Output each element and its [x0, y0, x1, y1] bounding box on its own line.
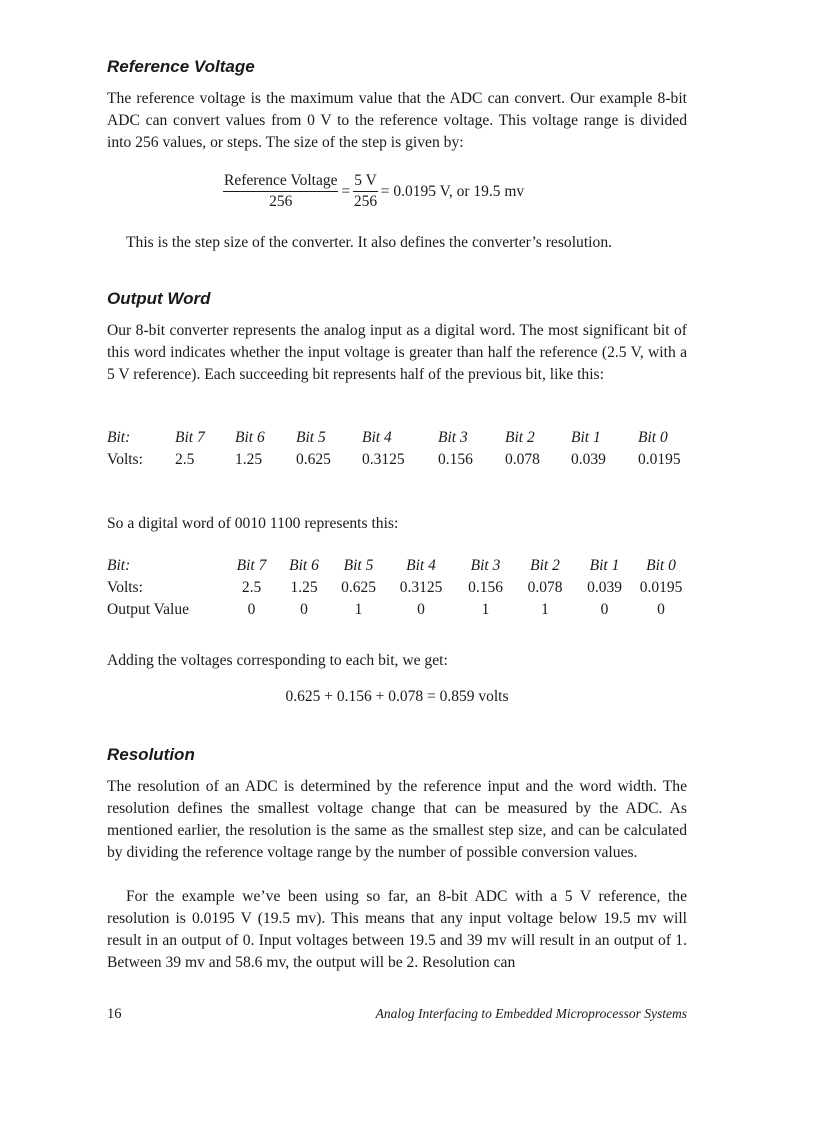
table-cell: 0.3125	[362, 451, 405, 468]
sum-equation: 0.625 + 0.156 + 0.078 = 0.859 volts	[285, 688, 509, 705]
table-row	[107, 449, 687, 471]
table-cell: 0	[247, 601, 256, 618]
table-cell: Bit 4	[362, 429, 392, 446]
table-cell: Bit 7	[236, 557, 267, 574]
page-number: 16	[107, 1006, 122, 1022]
paragraph-adding-voltages: Adding the voltages corresponding to each bit, we get:	[107, 652, 448, 669]
table-cell: 1	[481, 601, 490, 618]
table-row	[107, 599, 687, 621]
paragraph-digital-word: So a digital word of 0010 1100 represents this:	[107, 515, 399, 532]
table-cell: 1	[354, 601, 363, 618]
table-cell: 0	[600, 601, 609, 618]
table-row	[107, 555, 687, 577]
table-cell: Bit 2	[505, 429, 535, 446]
table-cell: Bit 0	[638, 429, 668, 446]
table-cell: Bit 4	[406, 557, 436, 574]
fraction-numerator: 5 V	[353, 171, 378, 192]
paragraph-step-size: This is the step size of the converter. It also defines the converter’s resolution.	[126, 234, 613, 251]
row-label: Volts:	[107, 451, 143, 468]
fraction-denominator: 256	[353, 193, 378, 210]
row-label: Output Value	[107, 601, 189, 618]
table-cell: Bit 3	[470, 557, 501, 574]
table-row	[107, 427, 687, 449]
paragraph-output-intro: Our 8-bit converter represents the analog input as a digital word. The most significant bit of this word indicates whether the input voltage is greater than half the reference (2.5 V, with a 5 V reference). Each succeeding bit represents half of the previous bit, like this:	[107, 322, 687, 383]
table-cell: Bit 6	[235, 429, 265, 446]
fraction-denominator: 256	[269, 193, 293, 210]
table-cell: 0.156	[438, 451, 473, 468]
table-cell: Bit 0	[646, 557, 676, 574]
heading-reference-voltage: Reference Voltage	[107, 57, 255, 76]
table-cell: Bit 6	[289, 557, 319, 574]
paragraph-resolution-example: For the example we’ve been using so far, an 8-bit ADC with a 5 V reference, the resolution is 0.0195 V (19.5 mv). This means that any input voltage below 19.5 mv will result in an output of 0. Input voltages between 19.5 and 39 mv will result in an output of 1. Between 39 mv and 58.6 mv, the output will be 2. Resolution can	[107, 888, 687, 971]
table-cell: 1	[541, 601, 549, 618]
running-title: Analog Interfacing to Embedded Microprocessor Systems	[375, 1006, 687, 1021]
table-cell: 0.078	[505, 451, 540, 468]
table-cell: Bit 5	[343, 557, 374, 574]
bit-weight-table	[107, 427, 687, 471]
table-cell: Bit 1	[589, 557, 620, 574]
table-cell: 0.0195	[639, 579, 683, 596]
table-cell: 2.5	[175, 451, 195, 468]
table-row	[107, 577, 687, 599]
table-cell: 0.3125	[399, 579, 443, 596]
table-cell: 0.0195	[638, 451, 681, 468]
table-cell: 0.625	[296, 451, 331, 468]
row-label: Volts:	[107, 579, 143, 596]
row-label: Bit:	[107, 429, 131, 446]
fraction-reference-over-256	[223, 171, 338, 212]
table-cell: 1.25	[235, 451, 263, 468]
paragraph-resolution-definition: The resolution of an ADC is determined by the reference input and the word width. The resolution defines the smallest voltage change that can be measured by the ADC. As mentioned earlier, the resolution is the same as the smallest step size, and can be calculated by dividing the reference voltage range by the number of possible conversion values.	[107, 778, 687, 861]
fraction-5v-over-256	[353, 171, 378, 212]
table-cell: 0	[300, 601, 308, 618]
table-cell: 2.5	[241, 579, 262, 596]
heading-resolution: Resolution	[107, 745, 195, 764]
table-cell: 0	[417, 601, 425, 618]
equation-result: = 0.0195 V, or 19.5 mv	[380, 182, 525, 200]
table-cell: Bit 7	[175, 429, 205, 446]
table-cell: 1.25	[290, 579, 318, 596]
table-cell: 0.039	[587, 579, 622, 596]
table-cell: Bit 1	[571, 429, 601, 446]
output-value-table	[107, 555, 687, 621]
equals-sign: =	[341, 182, 351, 200]
table-cell: 0.625	[341, 579, 376, 596]
table-cell: 0.078	[527, 579, 563, 596]
table-cell: Bit 5	[296, 429, 326, 446]
step-size-equation	[223, 171, 527, 212]
table-cell: Bit 3	[438, 429, 468, 446]
fraction-numerator: Reference Voltage	[223, 171, 338, 192]
row-label: Bit:	[107, 557, 131, 574]
table-cell: 0.156	[468, 579, 503, 596]
table-cell: 0	[657, 601, 665, 618]
paragraph-reference-intro: The reference voltage is the maximum value that the ADC can convert. Our example 8-bit ADC can convert values from 0 V to the reference voltage. This voltage range is divided into 256 values, or steps. The size of the step is given by:	[107, 90, 687, 151]
table-cell: Bit 2	[530, 557, 560, 574]
heading-output-word: Output Word	[107, 289, 211, 308]
table-cell: 0.039	[571, 451, 606, 468]
